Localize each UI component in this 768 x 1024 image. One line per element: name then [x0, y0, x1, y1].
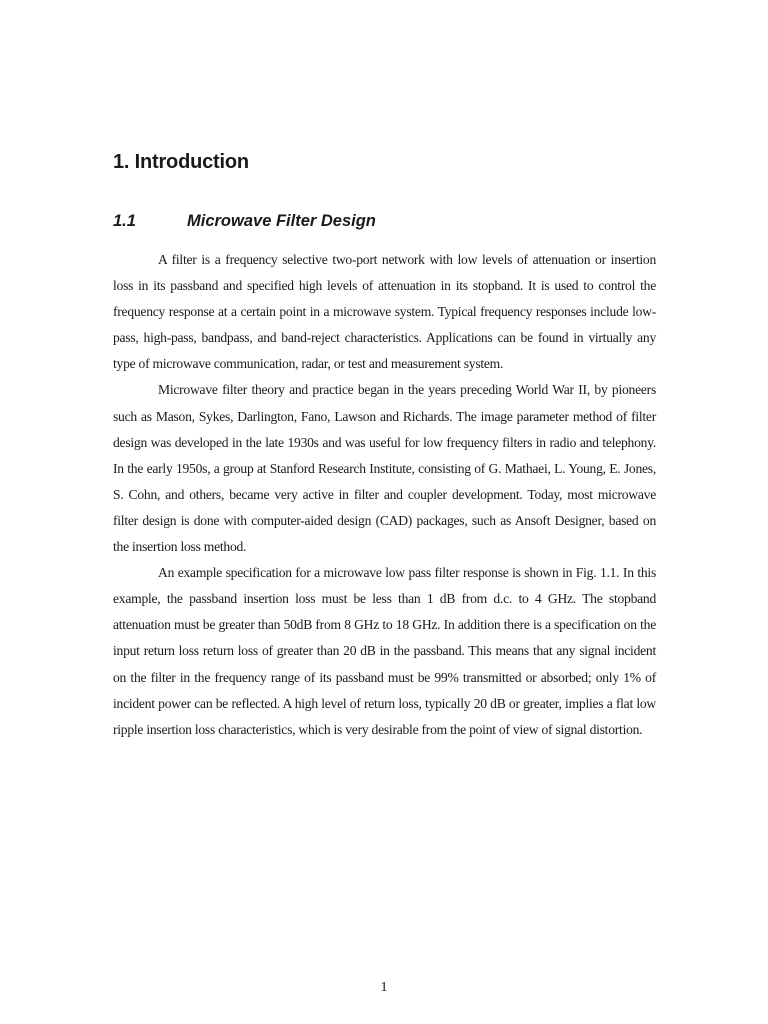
- paragraph-filter-specification: An example specification for a microwave low pass filter response is shown in Fig. 1.1. In this example, the passband insertion loss must be less than 1 dB from d.c. to 4 GHz. The stopband attenuation must be greater than 50dB from 8 GHz to 18 GHz. In addition there is a specification on the input return loss return loss of greater than 20 dB in the passband. This means that any signal incident on the filter in the frequency range of its passband must be 99% transmitted or absorbed; only 1% of incident power can be reflected. A high level of return loss, typically 20 dB or greater, implies a flat low ripple insertion loss characteristics, which is very desirable from the point of view of signal distortion.: [113, 565, 656, 737]
- section-number: 1.1: [113, 212, 136, 230]
- body-text: [113, 247, 656, 743]
- chapter-title: 1. Introduction: [113, 151, 249, 173]
- paragraph-filter-history: Microwave filter theory and practice began in the years preceding World War II, by pioneers such as Mason, Sykes, Darlington, Fano, Lawson and Richards. The image parameter method of filter design was developed in the late 1930s and was useful for low frequency filters in radio and telephony. In the early 1950s, a group at Stanford Research Institute, consisting of G. Mathaei, L. Young, E. Jones, S. Cohn, and others, became very active in filter and coupler development. Today, most microwave filter design is done with computer-aided design (CAD) packages, such as Ansoft Designer, based on the insertion loss method.: [113, 382, 656, 555]
- section-title: Microwave Filter Design: [187, 212, 376, 230]
- section-heading: [113, 209, 376, 233]
- page-number: 1: [380, 980, 388, 995]
- paragraph-filter-definition: A filter is a frequency selective two-port network with low levels of attenuation or insertion loss in its passband and specified high levels of attenuation in its stopband. It is used to control the frequency response at a certain point in a microwave system. Typical frequency responses include low-pass, high-pass, bandpass, and band-reject characteristics. Applications can be found in virtually any type of microwave communication, radar, or test and measurement system.: [113, 252, 656, 372]
